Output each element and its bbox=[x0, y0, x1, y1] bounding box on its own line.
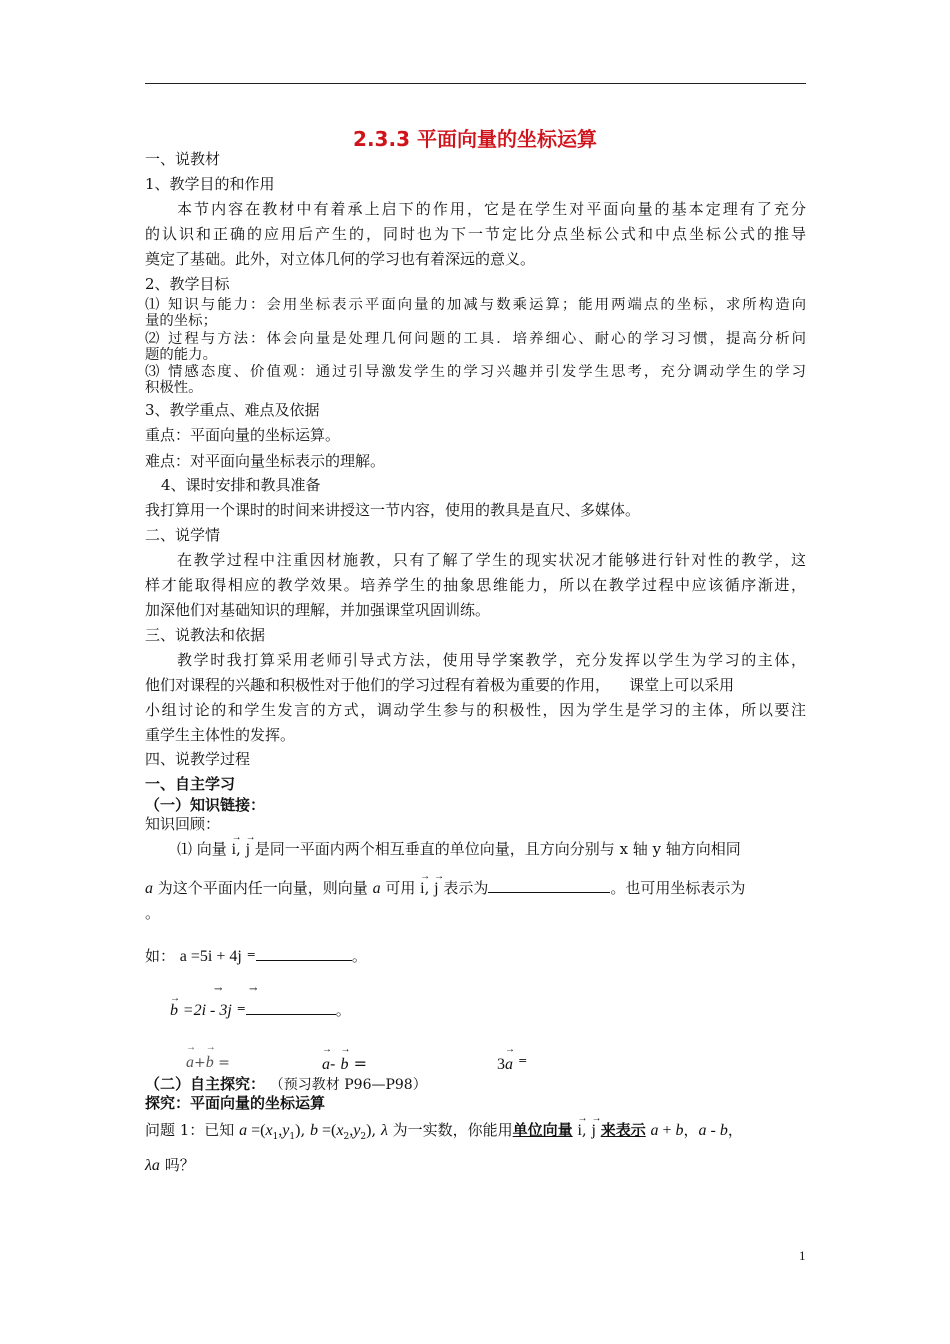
example-line: → b =2i - 3j = 。 bbox=[170, 993, 351, 1019]
vector-j: → j bbox=[591, 1113, 602, 1139]
paragraph-line: 本节内容在教材中有着承上启下的作用，它是在学生对平面向量的基本定理有了充分 bbox=[177, 200, 806, 218]
paragraph-line: 我打算用一个课时的时间来讲授这一节内容，使用的教具是直尺、多媒体。 bbox=[145, 501, 641, 519]
page-number: 1 bbox=[799, 1248, 806, 1263]
subsection-heading: 1、教学目的和作用 bbox=[145, 175, 275, 193]
question-text: 表示为 bbox=[443, 879, 489, 897]
subsection-heading: 2、教学目标 bbox=[145, 275, 230, 293]
paragraph-line: 重学生主体性的发挥。 bbox=[145, 726, 296, 744]
section-heading: 二、说学情 bbox=[145, 526, 221, 544]
answer-blank[interactable] bbox=[256, 946, 352, 961]
paragraph-line: 奠定了基础。此外，对立体几何的学习也有着深远的意义。 bbox=[145, 250, 536, 268]
section-heading: 一、说教材 bbox=[145, 150, 221, 168]
subsection-heading: 3、教学重点、难点及依据 bbox=[145, 401, 320, 419]
paragraph-line: 在教学过程中注重因材施教，只有了解了学生的现实状况才能够进行针对性的教学，这 bbox=[177, 551, 806, 569]
difficult-point: 难点：对平面向量坐标表示的理解。 bbox=[145, 452, 386, 470]
vector-i: → i bbox=[231, 832, 242, 858]
page-title: 2.3.3 平面向量的坐标运算 bbox=[353, 127, 597, 151]
arrow-mark: → bbox=[214, 984, 223, 995]
section-heading: 三、说教法和依据 bbox=[145, 626, 266, 644]
example-expr: =2i - 3j bbox=[182, 1002, 232, 1019]
vector-a: a bbox=[145, 880, 153, 897]
question-2-line: λa 吗？ bbox=[145, 1156, 195, 1174]
review-label: 知识回顾： bbox=[145, 815, 221, 833]
paragraph-line: 小组讨论的和学生发言的方式，调动学生参与的积极性，因为学生是学习的主体，所以要注 bbox=[145, 701, 806, 719]
goal-line: 题的能力。 bbox=[145, 347, 217, 363]
question-text: 为这个平面内任一向量，则向量 bbox=[157, 879, 368, 897]
paragraph-line: 加深他们对基础知识的理解，并加强课堂巩固训练。 bbox=[145, 601, 491, 619]
vector-j: → j bbox=[245, 832, 256, 858]
vector-b: → b bbox=[170, 993, 180, 1019]
vector-i: → i bbox=[420, 871, 431, 897]
question-text: 。 bbox=[145, 904, 161, 922]
key-point: 重点：平面向量的坐标运算。 bbox=[145, 426, 341, 444]
vector-i: → i bbox=[577, 1113, 588, 1139]
question-text: 是同一平面内两个相互垂直的单位向量，且方向分别与 x 轴 y 轴方向相同 bbox=[254, 840, 741, 858]
vector-a: a bbox=[372, 880, 381, 897]
goal-line: ⑶ 情感态度、价值观：通过引导激发学生的学习兴趣并引发学生思考，充分调动学生的学习 bbox=[145, 364, 806, 380]
subsection-heading: 4、课时安排和教具准备 bbox=[161, 476, 321, 494]
vector-difference: → a- → b = bbox=[322, 1044, 367, 1073]
explore-heading: 探究：平面向量的坐标运算 bbox=[145, 1094, 326, 1112]
question-1-line: a 为这个平面内任一向量，则向量 a 可用 → i, → j 表示为 。也可用坐标表示为 bbox=[145, 871, 746, 897]
paragraph-line: 的认识和正确的应用后产生的，同时也为下一节定比分点坐标公式和中点坐标公式的推导 bbox=[145, 225, 806, 243]
paragraph-line: 他们对课程的兴趣和积极性对于他们的学习过程有着极为重要的作用， 课堂上可以采用 bbox=[145, 676, 735, 694]
answer-blank[interactable] bbox=[246, 1000, 336, 1015]
question-text: 。也可用坐标表示为 bbox=[610, 879, 746, 897]
lesson-subheading: （一）知识链接： bbox=[145, 796, 266, 814]
header-rule bbox=[145, 83, 806, 84]
arrow-mark: → bbox=[249, 984, 258, 995]
goal-line: ⑵ 过程与方法：体会向量是处理几何问题的工具．培养细心、耐心的学习习惯，提高分析问 bbox=[145, 331, 806, 347]
lesson-heading: 一、自主学习 bbox=[145, 775, 236, 793]
answer-blank[interactable] bbox=[488, 878, 610, 893]
goal-line: ⑴ 知识与能力：会用坐标表示平面向量的加减与数乘运算；能用两端点的坐标，求所构造向 bbox=[145, 297, 806, 313]
question-2-line: 问题 1：已知 $a =(x_1,y_1)$, $b =(x_2,y_2)$, λ 为一实数，你能用单位向量 → i, → j 来表示 a + b，a - b， bbox=[145, 1113, 743, 1142]
section-heading: 四、说教学过程 bbox=[145, 750, 251, 768]
vector-scalar: 3 → a = bbox=[497, 1044, 528, 1073]
goal-line: 量的坐标； bbox=[145, 313, 217, 329]
vector-sum: → a+ → b = bbox=[186, 1042, 230, 1071]
question-text: ⑴ 向量 bbox=[177, 840, 227, 858]
vector-j: → j bbox=[434, 871, 445, 897]
paragraph-line: 教学时我打算采用老师引导式方法，使用导学案教学，充分发挥以学生为学习的主体， bbox=[177, 651, 806, 669]
paragraph-line: 样才能取得相应的教学效果。培养学生的抽象思维能力，所以在教学过程中应该循序渐进， bbox=[145, 576, 806, 594]
example-prefix: 如： bbox=[145, 947, 176, 965]
lesson-subheading: （二）自主探究： （预习教材 P96—P98） bbox=[145, 1075, 427, 1093]
question-text: 可用 bbox=[385, 879, 416, 897]
example-line: 如： a =5i + 4j = 。 bbox=[145, 947, 367, 965]
example-expr: a =5i + 4j bbox=[179, 948, 242, 965]
goal-line: 积极性。 bbox=[145, 380, 203, 396]
question-1-line: ⑴ 向量 → i, → j 是同一平面内两个相互垂直的单位向量，且方向分别与 x 轴 y 轴方向相同 bbox=[177, 832, 741, 858]
